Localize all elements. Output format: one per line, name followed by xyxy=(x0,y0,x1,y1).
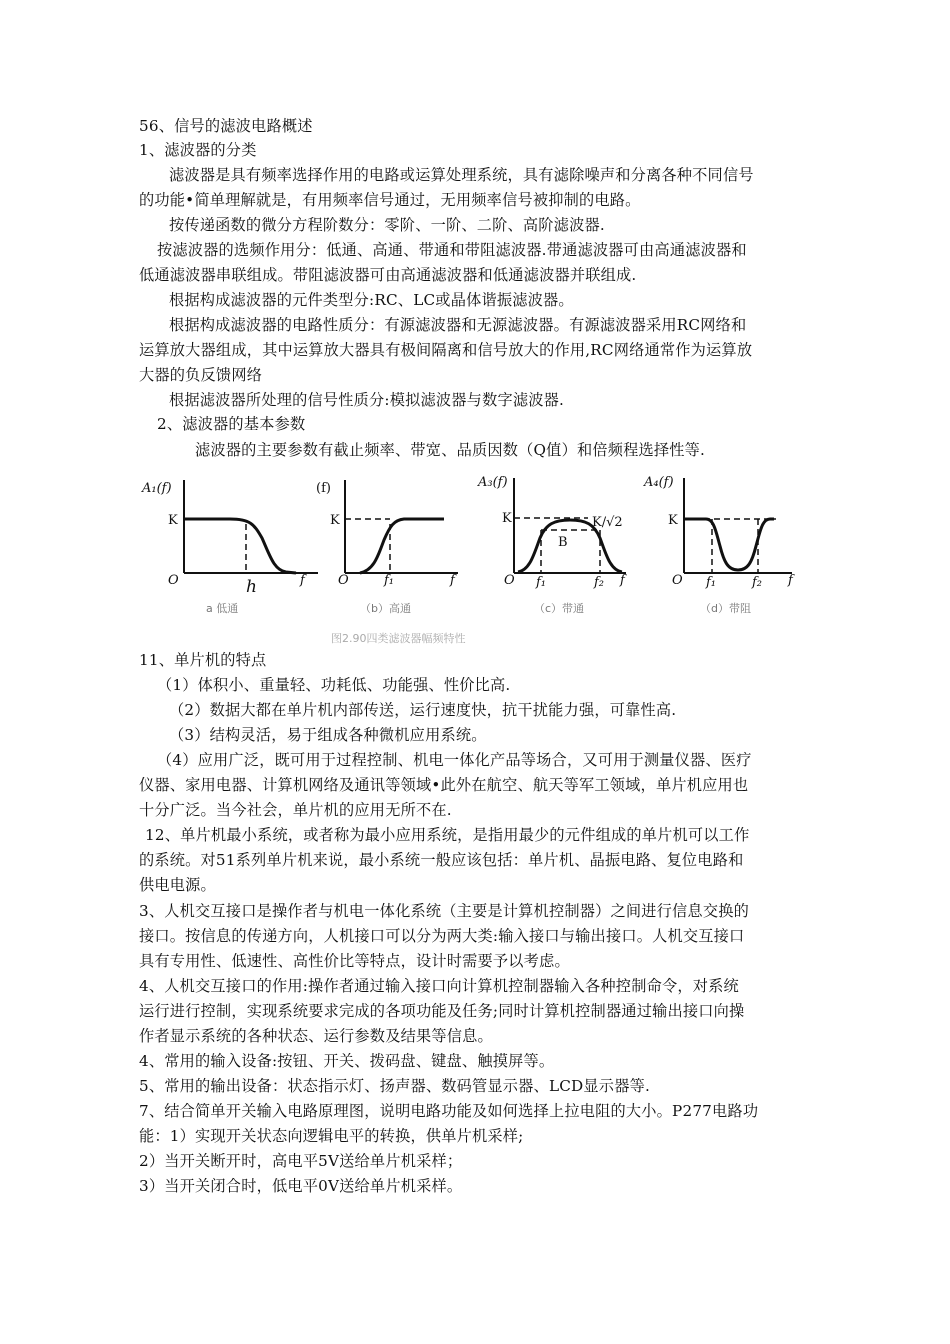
origin-label: O xyxy=(672,573,683,588)
list-item: （2）数据大都在单片机内部传送，运行速度快，抗干扰能力强，可靠性高. xyxy=(169,701,677,719)
section-heading: 11、单片机的特点 xyxy=(139,651,267,669)
plot-caption: （c）带通 xyxy=(534,602,585,615)
paragraph-line: 4、常用的输入设备:按钮、开关、拨码盘、键盘、触摸屏等。 xyxy=(139,1052,555,1070)
ylabel: A₄(f) xyxy=(644,475,674,490)
paragraph-line: 4、人机交互接口的作用:操作者通过输入接口向计算机控制器输入各种控制命令，对系统 xyxy=(139,977,739,995)
paragraph-line: 按滤波器的选频作用分：低通、高通、带通和带阻滤波器.带通滤波器可由高通滤波器和 xyxy=(157,241,747,259)
paragraph-line: 3）当开关闭合时，低电平0V送给单片机采样。 xyxy=(139,1177,463,1195)
paragraph-line: 低通滤波器串联组成。带阻滤波器可由高通滤波器和低通滤波器并联组成. xyxy=(139,266,637,284)
highpass-curve xyxy=(360,519,444,573)
paragraph-line: 按传递函数的微分方程阶数分：零阶、一阶、二阶、高阶滤波器. xyxy=(169,216,605,234)
paragraph-line: 十分广泛。当今社会，单片机的应用无所不在. xyxy=(139,801,452,819)
f-label: f xyxy=(300,573,305,588)
paragraph-line: 供电电源。 xyxy=(139,876,216,894)
cutoff-label: h xyxy=(246,577,257,597)
bandwidth-label: B xyxy=(558,535,568,550)
f-label: f xyxy=(788,573,793,588)
k-label: K xyxy=(330,513,340,528)
bandpass-plot xyxy=(477,475,627,615)
origin-label: O xyxy=(168,573,179,588)
origin-label: O xyxy=(338,573,349,588)
lowpass-curve xyxy=(184,519,296,573)
paragraph-line: 大器的负反馈网络 xyxy=(139,366,263,384)
figure-caption: 图2.90四类滤波器幅频特性 xyxy=(331,632,466,645)
f2-label: f₂ xyxy=(594,575,605,590)
k-label: K xyxy=(168,513,178,528)
f1-label: f₁ xyxy=(536,575,547,590)
origin-label: O xyxy=(504,573,515,588)
lowpass-plot xyxy=(141,480,318,615)
paragraph-line: 的系统。对51系列单片机来说，最小系统一般应该包括：单片机、晶振电路、复位电路和 xyxy=(139,851,744,869)
f-label: f xyxy=(450,573,455,588)
paragraph-line: 12、单片机最小系统，或者称为最小应用系统，是指用最少的元件组成的单片机可以工作 xyxy=(145,826,750,844)
subsection-heading: 1、滤波器的分类 xyxy=(139,141,257,159)
plot-caption: a 低通 xyxy=(206,602,239,615)
k-root2-label: K/√2 xyxy=(592,515,623,530)
plot-caption: （d）带阻 xyxy=(700,602,751,615)
paragraph-line: 根据构成滤波器的电路性质分：有源滤波器和无源滤波器。有源滤波器采用RC网络和 xyxy=(169,316,747,334)
paragraph-line: 仪器、家用电器、计算机网络及通讯等领域•此外在航空、航天等军工领域，单片机应用也 xyxy=(139,776,749,794)
paragraph-line: 3、人机交互接口是操作者与机电一体化系统（主要是计算机控制器）之间进行信息交换的 xyxy=(139,902,749,920)
paragraph-line: 能：1）实现开关状态向逻辑电平的转换，供单片机采样; xyxy=(139,1127,524,1145)
paragraph-line: 作者显示系统的各种状态、运行参数及结果等信息。 xyxy=(139,1027,493,1045)
paragraph-line: 根据构成滤波器的元件类型分:RC、LC或晶体谐振滤波器。 xyxy=(169,291,574,309)
k-label: K xyxy=(668,513,678,528)
filter-response-figure xyxy=(138,466,818,651)
k-label: K xyxy=(502,511,512,526)
paragraph-line: 7、结合简单开关输入电路原理图，说明电路功能及如何选择上拉电阻的大小。P277电路功 xyxy=(139,1102,759,1120)
f1-label: f₁ xyxy=(384,573,395,588)
subsection-heading: 2、滤波器的基本参数 xyxy=(157,415,306,433)
paragraph-line: 接口。按信息的传递方向，人机接口可以分为两大类:输入接口与输出接口。人机交互接口 xyxy=(139,927,745,945)
bandstop-curve xyxy=(684,519,774,570)
highpass-plot xyxy=(316,480,458,615)
ylabel: A₃(f) xyxy=(478,475,508,490)
f2-label: f₂ xyxy=(752,575,763,590)
paragraph-line: 滤波器的主要参数有截止频率、带宽、品质因数（Q值）和倍频程选择性等. xyxy=(195,441,706,459)
list-item: （4）应用广泛，既可用于过程控制、机电一体化产品等场合，又可用于测量仪器、医疗 xyxy=(157,751,752,769)
paragraph-line: 2）当开关断开时，高电平5V送给单片机采样； xyxy=(139,1152,463,1170)
ylabel: A₁(f) xyxy=(142,481,172,496)
bandstop-plot xyxy=(643,475,795,615)
paragraph-line: 滤波器是具有频率选择作用的电路或运算处理系统，具有滤除噪声和分离各种不同信号 xyxy=(169,166,754,184)
ylabel: (f) xyxy=(316,481,331,496)
paragraph-line: 5、常用的输出设备：状态指示灯、扬声器、数码管显示器、LCD显示器等. xyxy=(139,1077,650,1095)
section-title: 56、信号的滤波电路概述 xyxy=(139,117,313,135)
paragraph-line: 的功能•简单理解就是，有用频率信号通过，无用频率信号被抑制的电路。 xyxy=(139,191,641,209)
plot-caption: （b）高通 xyxy=(360,602,411,615)
paragraph-line: 具有专用性、低速性、高性价比等特点，设计时需要予以考虑。 xyxy=(139,952,570,970)
paragraph-line: 运算放大器组成，其中运算放大器具有极间隔离和信号放大的作用,RC网络通常作为运算放 xyxy=(139,341,753,359)
f-label: f xyxy=(620,573,625,588)
list-item: （3）结构灵活，易于组成各种微机应用系统。 xyxy=(169,726,487,744)
f1-label: f₁ xyxy=(706,575,717,590)
paragraph-line: 根据滤波器所处理的信号性质分:模拟滤波器与数字滤波器. xyxy=(169,391,565,409)
list-item: （1）体积小、重量轻、功耗低、功能强、性价比高. xyxy=(157,676,511,694)
paragraph-line: 运行进行控制，实现系统要求完成的各项功能及任务;同时计算机控制器通过输出接口向操 xyxy=(139,1002,745,1020)
